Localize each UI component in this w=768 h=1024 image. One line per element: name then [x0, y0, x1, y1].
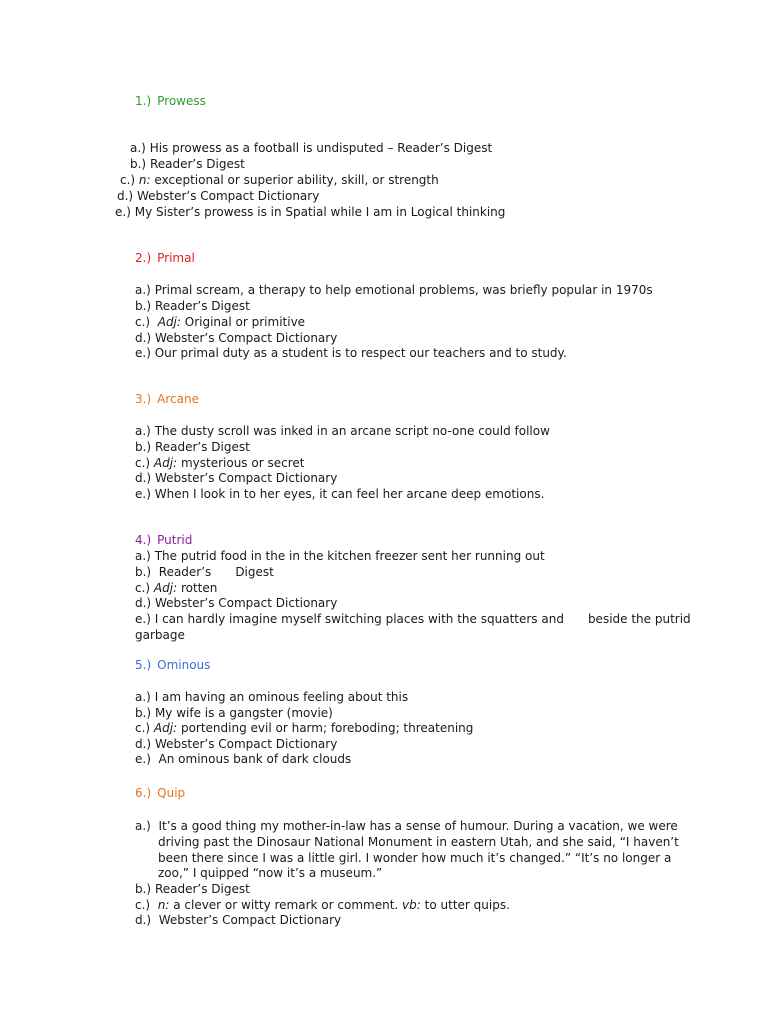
entry-line: b.) Reader’s Digest: [135, 299, 250, 313]
entry-line: d.) Webster’s Compact Dictionary: [135, 471, 338, 485]
entry-continuation: zoo,” I quipped “now it’s a museum.”: [158, 866, 383, 880]
entry-line: a.) I am having an ominous feeling about this: [135, 690, 409, 704]
word-heading-ominous: 5.) Ominous: [135, 658, 211, 672]
entry-continuation: driving past the Dinosaur National Monument in eastern Utah, and she said, “I haven’t: [158, 835, 679, 849]
word-heading-prowess: [135, 93, 206, 109]
entry-line: b.) Reader’s Digest: [135, 565, 274, 579]
word-heading-putrid: 4.) Putrid: [135, 533, 193, 547]
entry-line: c.) n: exceptional or superior ability, skill, or strength: [120, 173, 439, 187]
heading-number: 1.): [135, 94, 152, 108]
word-heading-quip: 6.) Quip: [135, 786, 186, 800]
entry-line: e.) When I look in to her eyes, it can feel her arcane deep emotions.: [135, 487, 545, 501]
entry-line: d.) Webster’s Compact Dictionary: [135, 913, 342, 927]
entry-line: e.) I can hardly imagine myself switching places with the squatters and beside the putrid: [135, 612, 691, 626]
word-heading-primal: 2.) Primal: [135, 251, 195, 265]
entry-line: a.) The dusty scroll was inked in an arcane script no-one could follow: [135, 424, 550, 438]
entry-line: c.) Adj: Original or primitive: [135, 315, 306, 329]
entry-line: d.) Webster’s Compact Dictionary: [117, 189, 320, 203]
entry-line: e.) Our primal duty as a student is to respect our teachers and to study.: [135, 346, 567, 360]
entry-line: a.) It’s a good thing my mother-in-law has a sense of humour. During a vacation, we were: [135, 819, 678, 833]
entry-line: b.) Reader’s Digest: [135, 882, 250, 896]
entry-line: a.) His prowess as a football is undisputed – Reader’s Digest: [130, 141, 493, 155]
word-heading-arcane: 3.) Arcane: [135, 392, 199, 406]
entry-line: c.) Adj: rotten: [135, 581, 218, 595]
entry-line: a.) The putrid food in the in the kitchen freezer sent her running out: [135, 549, 545, 563]
entry-line: b.) My wife is a gangster (movie): [135, 706, 333, 720]
entry-line: a.) Primal scream, a therapy to help emotional problems, was briefly popular in 1970s: [135, 283, 653, 297]
entry-line: c.) Adj: portending evil or harm; foreboding; threatening: [135, 721, 474, 735]
entry-line: c.) n: a clever or witty remark or comment. vb: to utter quips.: [135, 898, 510, 912]
entry-continuation: been there since I was a little girl. I wonder how much it’s changed.” “It’s no longer a: [158, 851, 672, 865]
entry-line: b.) Reader’s Digest: [135, 440, 250, 454]
entry-line: d.) Webster’s Compact Dictionary: [135, 596, 338, 610]
entry-continuation: garbage: [135, 628, 185, 642]
heading-word: Prowess: [157, 94, 206, 108]
entry-line: b.) Reader’s Digest: [130, 157, 245, 171]
entry-line: e.) An ominous bank of dark clouds: [135, 752, 352, 766]
entry-line: c.) Adj: mysterious or secret: [135, 456, 305, 470]
entry-line: d.) Webster’s Compact Dictionary: [135, 737, 338, 751]
entry-line: e.) My Sister’s prowess is in Spatial while I am in Logical thinking: [115, 205, 506, 219]
entry-line: d.) Webster’s Compact Dictionary: [135, 331, 338, 345]
